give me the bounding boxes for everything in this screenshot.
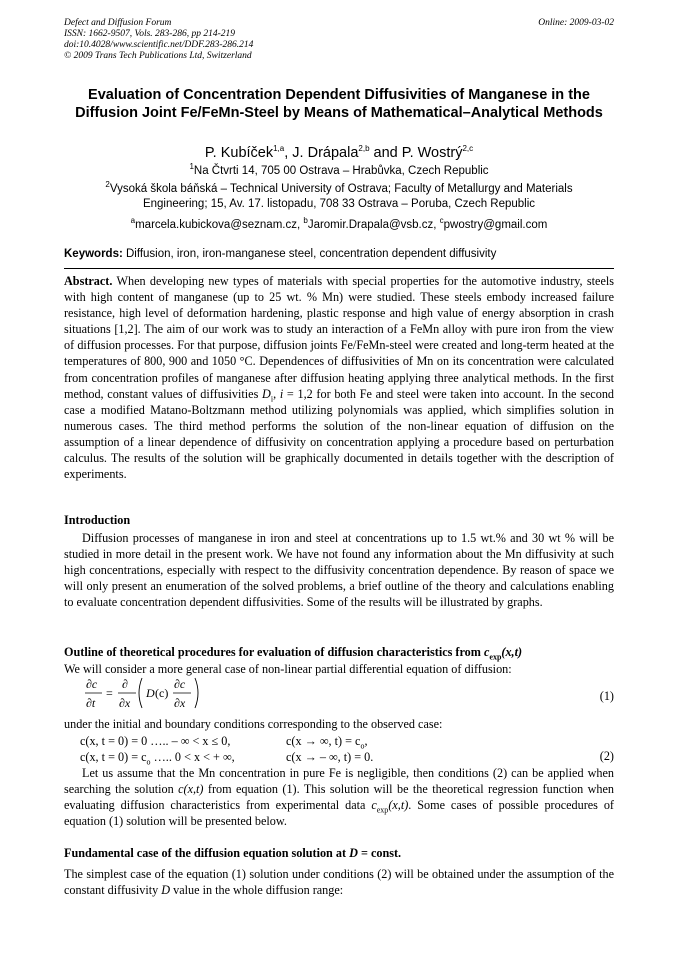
svg-text:D: D (146, 686, 155, 700)
email-a[interactable]: marcela.kubickova@seznam.cz, (135, 219, 304, 231)
fundamental-text-d: D (161, 883, 171, 898)
email-a-sup: a (130, 216, 136, 226)
abstract-text-2: , (273, 386, 280, 401)
condition-1b-sub: o (360, 741, 365, 751)
outline-text-3c: from equation (1). This solution will be the theoretical regression function when evaluating diffusion characteristics from experimental data (64, 782, 614, 813)
online-date: Online: 2009-03-02 (538, 18, 614, 28)
fundamental-heading-end: = const. (357, 846, 402, 860)
svg-text:∂: ∂ (122, 677, 128, 691)
svg-text:∂x: ∂x (174, 696, 186, 710)
author-list (64, 144, 614, 162)
condition-2a-text: c(x, t = 0) = c (80, 750, 147, 764)
condition-2a (80, 749, 235, 765)
author-sep-1: , (284, 145, 293, 161)
paper-title: Evaluation of Concentration Dependent Diffusivities of Manganese in the Diffusion Joint Fe/FeMn-Steel by Means of Mathematical–Analytical Methods (75, 87, 603, 121)
outline-heading (64, 644, 522, 660)
outline-text-3 (64, 765, 614, 829)
condition-1b-text: c(x → ∞, t) = c (286, 734, 361, 748)
introduction-heading: Introduction (64, 513, 131, 527)
fundamental-heading-d: D (349, 846, 358, 860)
introduction-text: Diffusion processes of manganese in iron and steel at concentrations up to 1.5 wt.% and 30 wt % will be studied in more detail in the present work. We have not found any information about the Mn diffusivity at such high concentrations, especially with respect to the diffusivity concentration dependence. By reason of space we will only present an enumeration of the solved problems, a brief outline of the theory and calculations enabling to evaluate concentration dependent diffusivities. Some of the results will be illustrated by graphs. (64, 531, 614, 610)
outline-heading-args: (x,t) (501, 645, 523, 659)
author-2-sup: 2,b (358, 144, 370, 154)
email-c[interactable]: pwostry@gmail.com (443, 219, 548, 231)
svg-text:∂x: ∂x (119, 696, 131, 710)
abstract-text-3: = 1,2 for both Fe and steel were taken into account. In the second case a modified Matano-Boltzmann method utilizing polynomials was applied, which simplifies solution in numerous cases. The third method performs the solution of the non-linear equation of diffusion on the assumption of a linear dependence of diffusivity on concentration applying a procedure based on perturbation calculus. The results of the solution will be graphically documented in details together with the description of experiments. (64, 386, 615, 482)
outline-text-3f: . Some cases of possible procedures of equation (1) solution will be presented below. (64, 798, 614, 829)
copyright-line: © 2009 Trans Tech Publications Ltd, Switzerland (64, 51, 252, 61)
condition-1b-end: , (364, 734, 368, 748)
keywords (64, 247, 624, 262)
equation-2-number: (2) (599, 749, 614, 763)
doi-line: doi:10.4028/www.scientific.net/DDF.283-286.214 (64, 40, 254, 50)
author-3-sup: 2,c (462, 144, 474, 154)
journal-name: Defect and Diffusion Forum (64, 18, 172, 28)
journal-header (64, 18, 253, 62)
outline-text-2: under the initial and boundary conditions corresponding to the observed case: (64, 717, 443, 731)
condition-2b: c(x → – ∞, t) = 0. (286, 750, 374, 764)
affiliation-2 (74, 182, 604, 212)
abstract-di: D (262, 386, 271, 401)
author-1-sup: 1,a (273, 144, 285, 154)
condition-1a: c(x, t = 0) = 0 ….. – ∞ < x ≤ 0, (80, 734, 231, 748)
svg-text:∂c: ∂c (86, 677, 98, 691)
email-b[interactable]: Jaromir.Drapala@vsb.cz, (307, 219, 440, 231)
outline-heading-sub: exp (489, 652, 502, 662)
outline-text-3e: (x,t) (388, 798, 409, 813)
author-3: P. Wostrý (401, 145, 463, 161)
email-c-sup: c (439, 216, 444, 226)
abstract-text-1: When developing new types of materials with special properties for the automotive industry, steels with high content of manganese (up to 25 wt. % Mn) were studied. These steels embody increased failure resistance, high level of deformation hardening, plastic response and high value of energy absorption in crash situations [1,2]. The aim of our work was to study an interaction of a FeMn alloy with pure iron from the view of diffusion processes. For that purpose, diffusion joints Fe/FeMn-steel were created and long-term heated at the temperatures of 800, 900 and 1050 °C. Dependences of diffusivities of Mn on its concentration were calculated from concentration profiles of manganese after diffusion heating applying three analytical methods. In the first method, constant values of diffusivities (64, 274, 614, 401)
abstract-i-var: i (279, 386, 284, 401)
outline-heading-c: c (483, 645, 490, 659)
outline-heading-text: Outline of theoretical procedures for evaluation of diffusion characteristics from (64, 645, 484, 659)
abstract-label: Abstract. (64, 274, 113, 288)
affiliation-1-text: Na Čtvrti 14, 705 00 Ostrava – Hrabůvka, Czech Republic (193, 165, 489, 177)
abstract-di-sub: i (270, 394, 274, 404)
keywords-text: Diffusion, iron, iron-manganese steel, concentration dependent diffusivity (122, 248, 497, 260)
keywords-divider (64, 268, 614, 269)
email-b-sup: b (303, 216, 308, 226)
outline-text-3d: c (371, 798, 377, 813)
condition-1b (286, 733, 368, 749)
outline-text-3d-sub: exp (376, 805, 389, 815)
affiliation-2-sup: 2 (105, 180, 110, 190)
affiliation-1-sup: 1 (189, 162, 194, 172)
keywords-label: Keywords: (64, 248, 123, 260)
svg-text:=: = (106, 686, 113, 700)
issn-line: ISSN: 1662-9507, Vols. 283-286, pp 214-219 (64, 29, 235, 39)
author-2: J. Drápala (292, 145, 359, 161)
equation-1-number: (1) (599, 689, 614, 703)
condition-2a-sub: o (146, 757, 151, 767)
outline-text-1: We will consider a more general case of non-linear partial differential equation of diffusion: (64, 662, 512, 676)
outline-text-3b: c(x,t) (178, 782, 204, 797)
affiliation-2-text: Vysoká škola báňská – Technical University of Ostrava; Faculty of Metallurgy and Materials Engineering; 15, Av. 17. listopadu, 708 33 Ostrava – Poruba, Czech Republic (109, 183, 573, 210)
condition-2a-end: ….. 0 < x < + ∞, (150, 750, 235, 764)
fundamental-text-1: The simplest case of the equation (1) solution under conditions (2) will be obtained under the assumption of the constant diffusivity (64, 867, 614, 898)
outline-text-3a: Let us assume that the Mn concentration in pure Fe is negligible, then conditions (2) can be applied when searching the solution (64, 766, 614, 797)
fundamental-text-2: value in the whole diffusion range: (170, 883, 344, 898)
affiliation-1 (64, 164, 614, 179)
author-sep-2: and (369, 145, 402, 161)
svg-text:(c): (c) (155, 686, 169, 700)
fundamental-text (64, 866, 614, 898)
svg-text:∂t: ∂t (86, 696, 96, 710)
email-line (64, 218, 614, 233)
svg-text:∂c: ∂c (174, 677, 186, 691)
author-1: P. Kubíček (204, 145, 274, 161)
abstract (64, 273, 614, 482)
diffusion-equation (84, 674, 204, 718)
fundamental-heading (64, 845, 401, 861)
fundamental-heading-text: Fundamental case of the diffusion equation solution at (64, 846, 350, 860)
